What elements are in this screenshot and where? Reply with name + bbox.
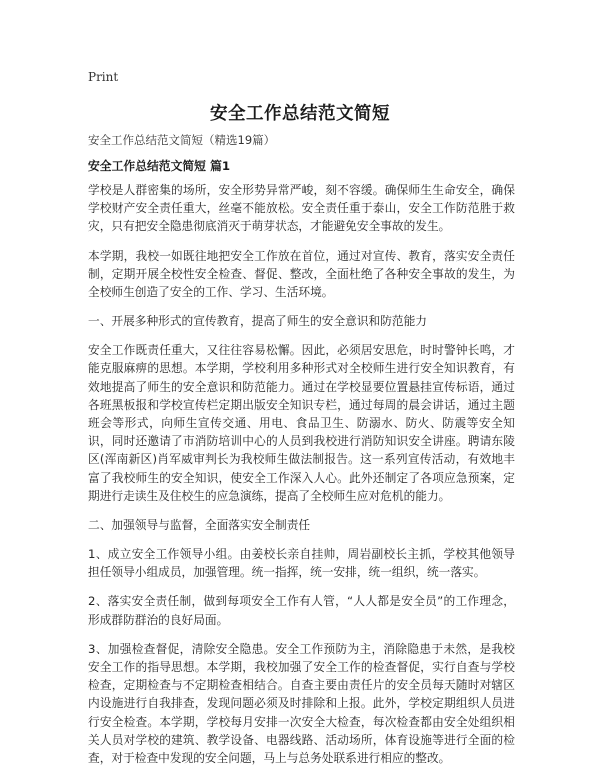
page-title: 安全工作总结范文简短 (210, 104, 390, 124)
paragraph: 学校是人群密集的场所，安全形势异常严峻，刻不容缓。确保师生生命安全，确保学校财产安全责任重大，丝毫不能放松。安全责任重于泰山，安全工作防范胜于救灾，只有把安全隐患彻底消灭于萌芽状态，才能避免安全事故的发生。 (88, 183, 515, 234)
article-body (88, 131, 515, 776)
article-subtitle: 安全工作总结范文简短（精选19篇） (88, 133, 276, 147)
paragraph: 1、成立安全工作领导小组。由姜校长亲自挂帅，周岩副校长主抓，学校其他领导担任领导小组成员，加强管理。统一指挥，统一安排，统一组织，统一落实。 (88, 547, 515, 580)
subsection-heading: 二、加强领导与监督，全面落实安全制责任 (88, 518, 311, 533)
print-link[interactable]: Print (88, 70, 119, 84)
section-heading: 安全工作总结范文简短 篇1 (88, 159, 231, 173)
paragraph: 2、落实安全责任制，做到每项安全工作有人管，“人人都是安全员”的工作理念，形成群防群治的良好局面。 (88, 594, 515, 627)
paragraph: 3、加强检查督促，清除安全隐患。安全工作预防为主，消除隐患于未然，是我校安全工作的指导思想。本学期，我校加强了安全工作的检查督促，实行自查与学校检查，定期检查与不定期检查相结合。自查主要由责任片的安全员每天随时对辖区内设施进行自我排查，发现问题必须及时排除和上报。此外，学校定期组织人员进行安全检查。本学期，学校每月安排一次安全大检查，每次检查都由安全处组织相关人员对学校的建筑、教学设备、电器线路、活动场所，体育设施等进行全面的检查，对于检查中发现的安全问题，马上与总务处联系进行相应的整改。 (88, 641, 515, 766)
paragraph: 本学期，我校一如既往地把安全工作放在首位，通过对宣传、教育，落实安全责任制，定期开展全校性安全检查、督促、整改，全面杜绝了各种安全事故的发生，为全校师生创造了安全的工作、学习、生活环境。 (88, 248, 515, 300)
subsection-heading: 一、开展多种形式的宣传教育，提高了师生的安全意识和防范能力 (88, 314, 427, 329)
paragraph: 安全工作既责任重大，又往往容易松懈。因此，必须居安思危，时时警钟长鸣，才能克服麻痹的思想。本学期，学校利用多种形式对全校师生进行安全知识教育，有效地提高了师生的安全意识和防范能力。通过在学校显要位置悬挂宣传标语，通过各班黑板报和学校宣传栏定期出版安全知识专栏，通过每周的晨会讲话，通过主题班会等形式，向师生宣传交通、用电、食品卫生、防溺水、防火、防震等安全知识，同时还邀请了市消防培训中心的人员到我校进行消防知识安全讲座。聘请东陵区(浑南新区)肖军威审判长为我校师生做法制报告。这一系列宣传活动，有效地丰富了我校师生的安全知识，使安全工作深入人心。此外还制定了各项应急预案，定期进行走读生及住校生的应急演练，提高了全校师生应对危机的能力。 (88, 343, 515, 503)
